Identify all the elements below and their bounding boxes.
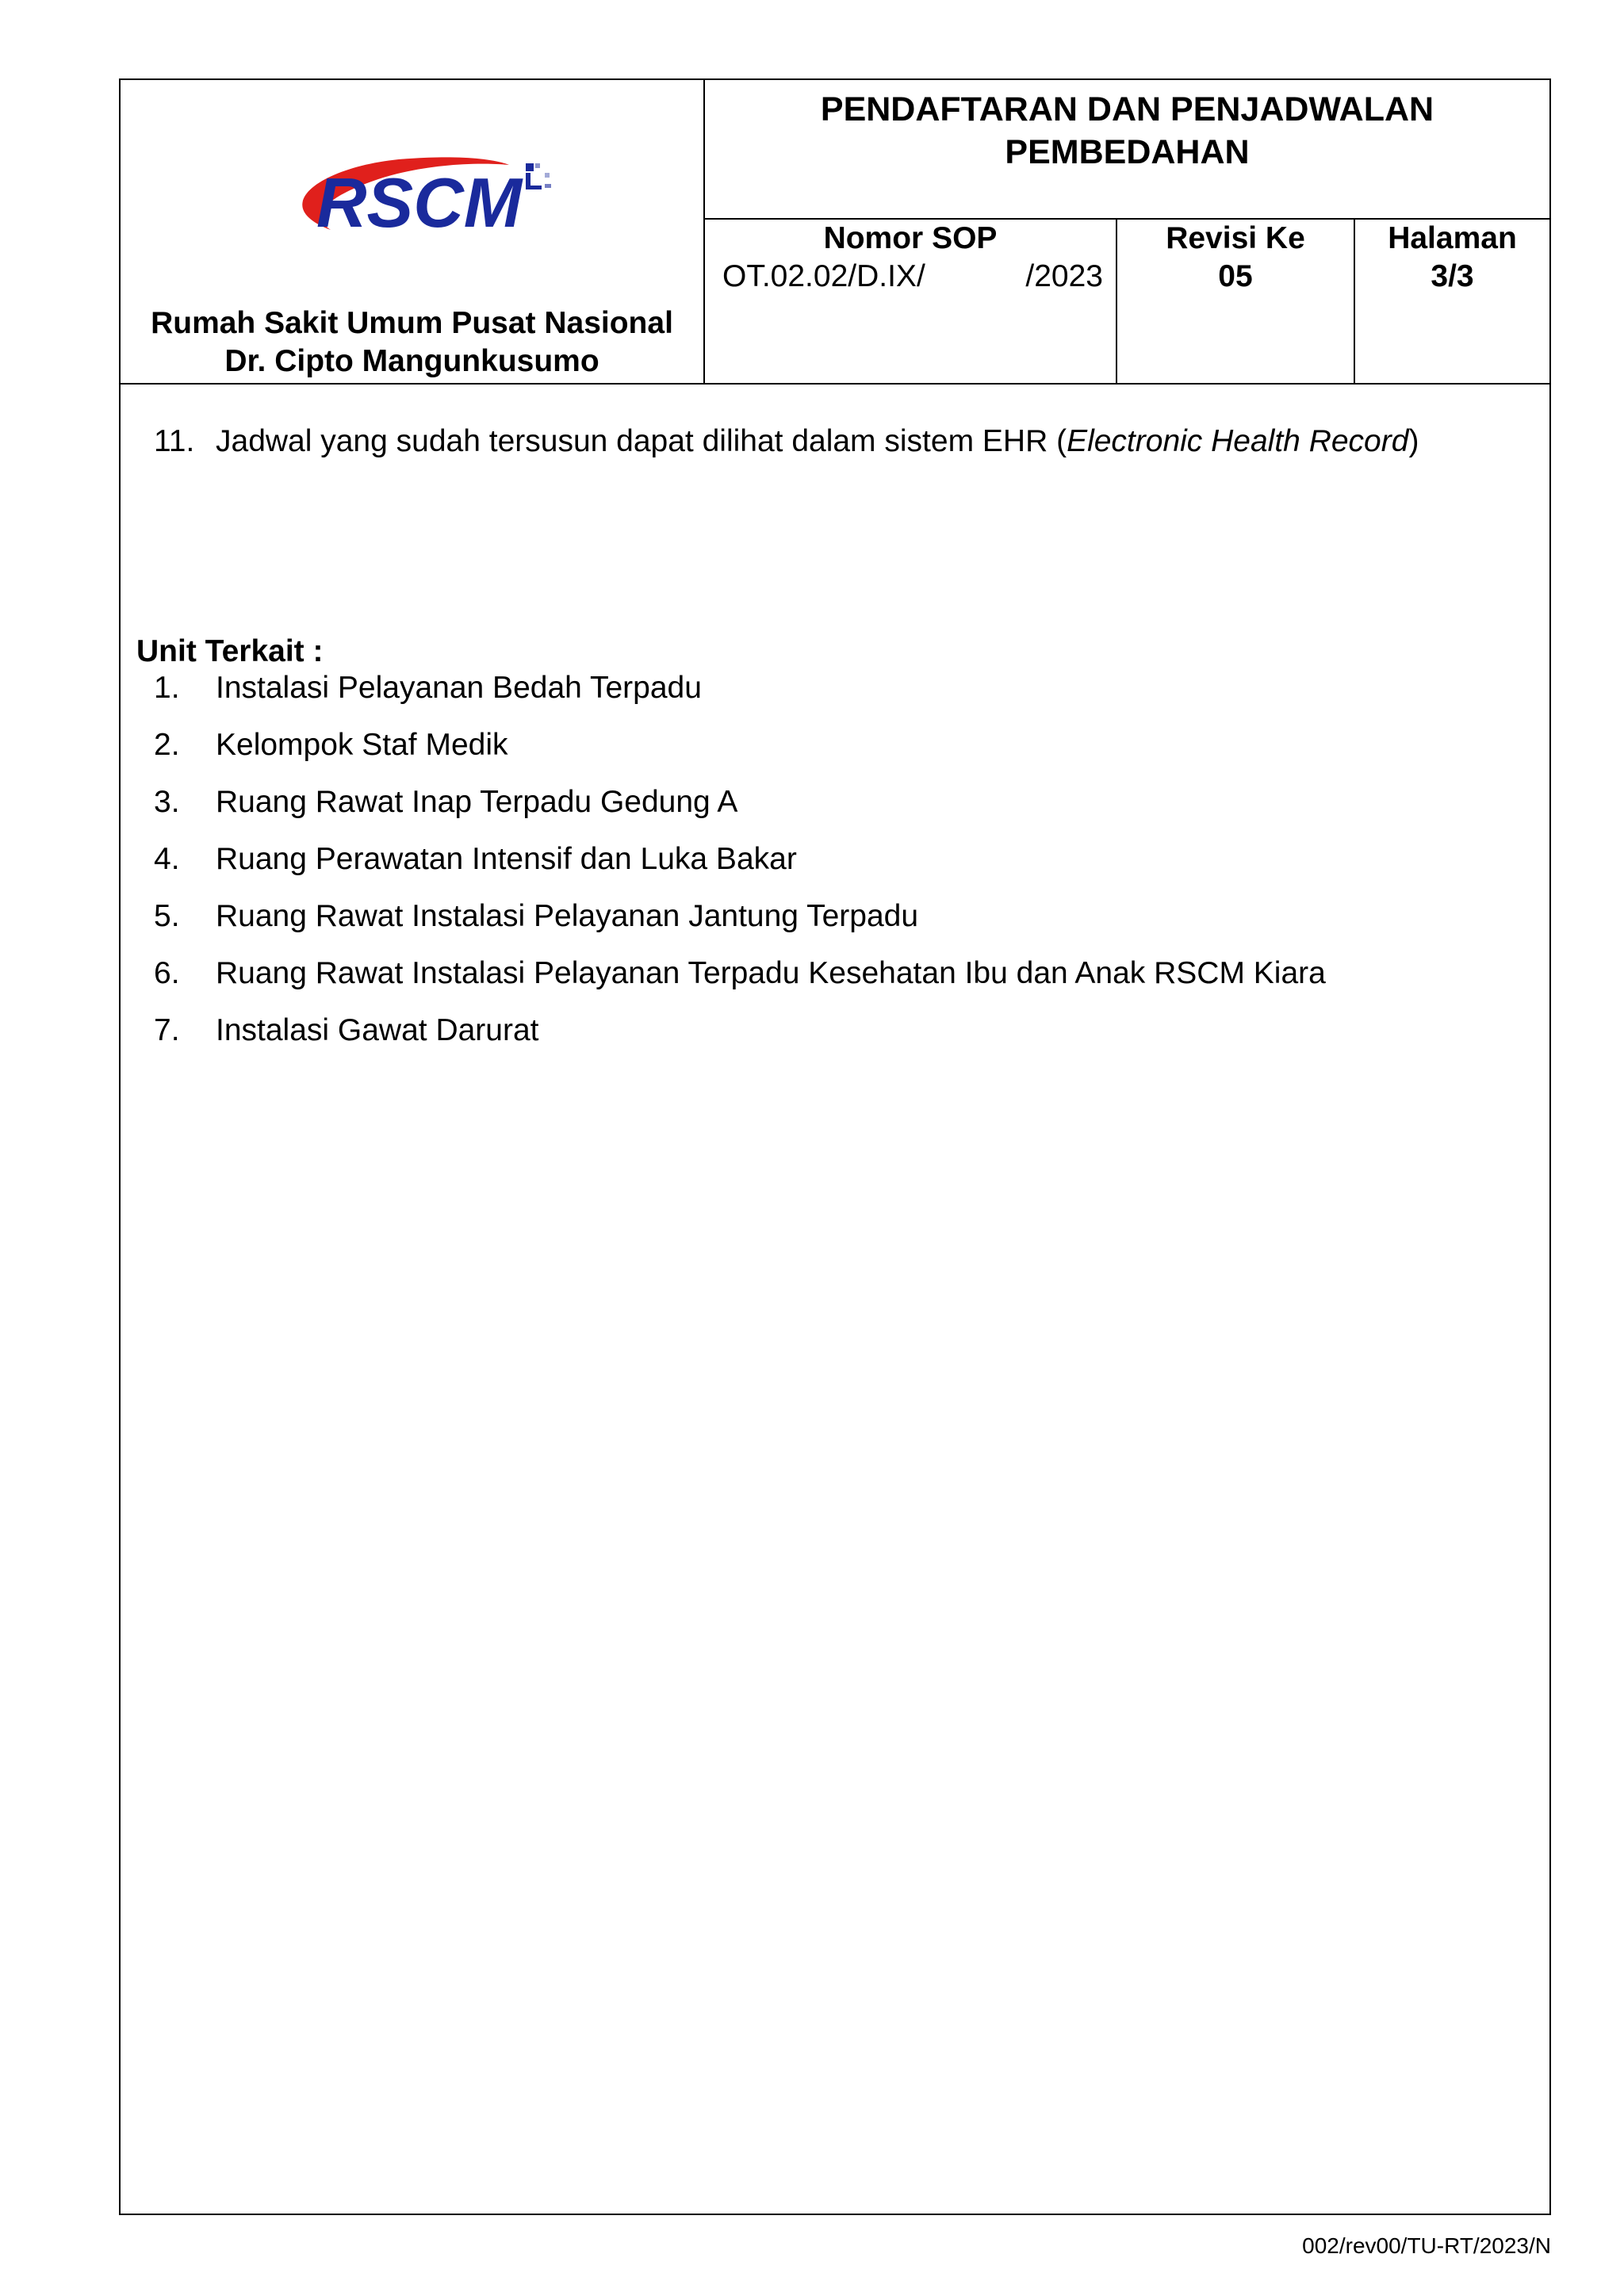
procedure-step-11 [154,423,1419,461]
title-line1: PENDAFTARAN DAN PENJADWALAN [820,90,1434,128]
list-item-text: Ruang Perawatan Intensif dan Luka Bakar [216,842,797,876]
step-text-italic: Electronic Health Record [1067,424,1409,458]
nomor-sop-value-code: OT.02.02/D.IX/ [722,259,925,293]
document-title [705,80,1549,220]
document-frame [119,78,1551,2215]
list-item-number: 6. [154,956,180,990]
list-item-number: 3. [154,785,180,819]
logo-text: RSCM [316,163,523,242]
list-item-text: Instalasi Gawat Darurat [216,1013,539,1047]
list-item-number: 7. [154,1013,180,1047]
unit-list [154,669,1326,1069]
halaman-label: Halaman [1388,221,1517,255]
rscm-logo [283,141,569,260]
document-body [121,385,1549,2214]
list-item-number: 4. [154,842,180,876]
list-item-text: Ruang Rawat Instalasi Pelayanan Jantung Terpadu [216,899,919,933]
hospital-name [121,304,703,381]
step-text: Jadwal yang sudah tersusun dapat dilihat dalam sistem EHR ( [216,424,1067,458]
document-header [121,80,1549,385]
list-item-number: 2. [154,728,180,762]
list-item-text: Ruang Rawat Instalasi Pelayanan Terpadu Kesehatan Ibu dan Anak RSCM Kiara [216,956,1326,990]
hospital-name-line1: Rumah Sakit Umum Pusat Nasional [151,306,673,340]
list-item [154,669,1326,726]
revisi-label: Revisi Ke [1166,221,1305,255]
list-item-text: Ruang Rawat Inap Terpadu Gedung A [216,785,738,819]
revisi-cell [1117,220,1355,383]
nomor-sop-label: Nomor SOP [823,221,998,255]
list-item [154,840,1326,897]
list-item-number: 5. [154,899,180,933]
list-item-number: 1. [154,671,180,705]
unit-terkait-heading: Unit Terkait : [136,634,324,668]
list-item [154,897,1326,955]
list-item [154,1012,1326,1069]
document-footer-code: 002/rev00/TU-RT/2023/N [1302,2233,1551,2258]
title-line2: PEMBEDAHAN [1005,133,1250,171]
hospital-name-line2: Dr. Cipto Mangunkusumo [224,344,599,378]
revisi-value: 05 [1218,259,1253,293]
list-item-text: Instalasi Pelayanan Bedah Terpadu [216,671,702,705]
list-item [154,955,1326,1012]
halaman-cell [1355,220,1549,383]
list-item [154,783,1326,840]
halaman-value: 3/3 [1431,259,1474,293]
nomor-sop-value [705,258,1116,296]
list-item [154,726,1326,783]
hospital-cell [121,80,705,383]
step-number: 11. [154,424,195,458]
nomor-sop-value-year: /2023 [1025,259,1103,293]
list-item-text: Kelompok Staf Medik [216,728,508,762]
nomor-sop-cell [705,220,1117,383]
step-text-close: ) [1408,424,1419,458]
